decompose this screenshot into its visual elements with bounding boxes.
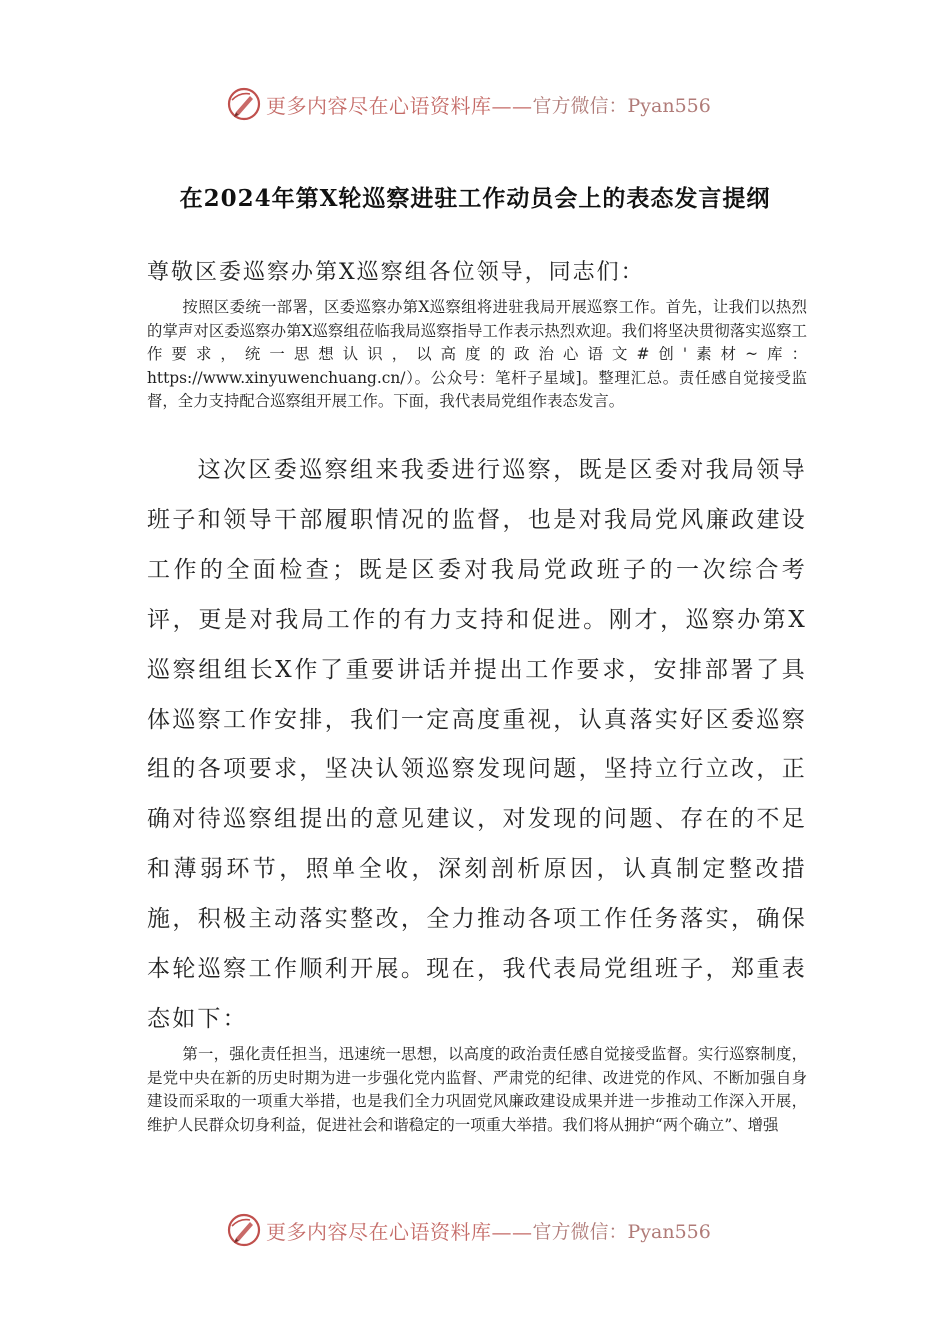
banner-text: 更多内容尽在心语资料库—— (266, 93, 533, 118)
footer-watermark-banner (226, 1210, 746, 1250)
pen-logo-icon (226, 1212, 262, 1248)
document-title: 在2024年第X轮巡察进驻工作动员会上的表态发言提纲 (179, 185, 771, 212)
paragraph-intro: 按照区委统一部署，区委巡察办第X巡察组将进驻我局开展巡察工作。首先，让我们以热烈的掌声对区委巡察办第X巡察组莅临我局巡察指导工作表示热烈欢迎。我们将坚决贯彻落实巡察工作要求，统一思想认识，以高度的政治心语文#创'素材~库：https://www.xinyuwenchuang.cn/）。公众号：笔杆子星域]。整理汇总。责任感自觉接受监督，全力支持配合巡察组开展工作。下面，我代表局党组作表态发言。 (147, 298, 807, 410)
paragraph-first-point: 第一，强化责任担当，迅速统一思想，以高度的政治责任感自觉接受监督。实行巡察制度，是党中央在新的历史时期为进一步强化党内监督、严肃党的纪律、改进党的作风、不断加强自身建设而采取的一项重大举措，也是我们全力巩固党风廉政建设成果并进一步推动工作深入开展，维护人民群众切身利益，促进社会和谐稳定的一项重大举措。我们将从拥护“两个确立”、增强 (147, 1045, 807, 1134)
banner-wechat: 官方微信：Pyan556 (532, 1220, 711, 1243)
pen-logo-icon (226, 86, 262, 122)
header-watermark-banner (226, 84, 746, 124)
paragraph-main: 这次区委巡察组来我委进行巡察，既是区委对我局领导班子和领导干部履职情况的监督，也是对我局党风廉政建设工作的全面检查；既是区委对我局党政班子的一次综合考评，更是对我局工作的有力支持和促进。刚才，巡察办第X巡察组组长X作了重要讲话并提出工作要求，安排部署了具体巡察工作安排，我们一定高度重视，认真落实好区委巡察组的各项要求，坚决认领巡察发现问题，坚持立行立改，正确对待巡察组提出的意见建议，对发现的问题、存在的不足和薄弱环节，照单全收，深刻剖析原因，认真制定整改措施，积极主动落实整改，全力推动各项工作任务落实，确保本轮巡察工作顺利开展。现在，我代表局党组班子，郑重表态如下： (147, 457, 807, 1032)
banner-text: 更多内容尽在心语资料库—— (266, 1219, 533, 1244)
banner-wechat: 官方微信：Pyan556 (532, 94, 711, 117)
greeting: 尊敬区委巡察办第X巡察组各位领导，同志们： (147, 260, 645, 285)
